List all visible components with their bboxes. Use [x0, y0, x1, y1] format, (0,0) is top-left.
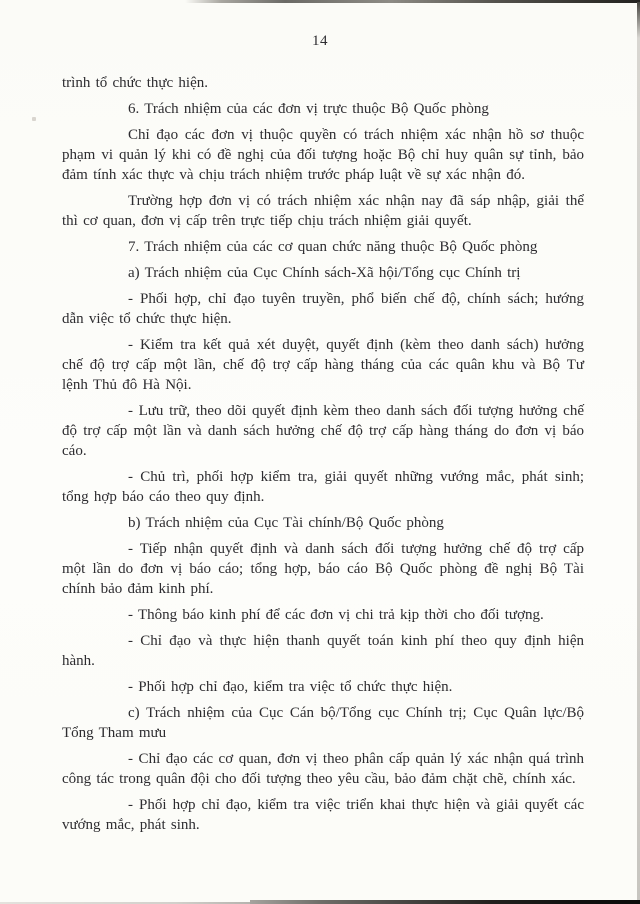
paragraph: - Tiếp nhận quyết định và danh sách đối tượng hưởng chế độ trợ cấp một lần do đơn vị báo cáo; tổng hợp, báo cáo Bộ Quốc phòng đề nghị Bộ Tài chính bảo đảm kinh phí.: [62, 541, 584, 597]
paragraph: c) Trách nhiệm của Cục Cán bộ/Tổng cục Chính trị; Cục Quân lực/Bộ Tổng Tham mưu: [62, 705, 584, 741]
paragraph: - Chủ trì, phối hợp kiểm tra, giải quyết những vướng mắc, phát sinh; tổng hợp báo cáo theo quy định.: [62, 469, 584, 505]
paragraph: 7. Trách nhiệm của các cơ quan chức năng thuộc Bộ Quốc phòng: [128, 239, 538, 255]
paragraph: b) Trách nhiệm của Cục Tài chính/Bộ Quốc phòng: [128, 515, 444, 531]
paragraph: - Phối hợp chỉ đạo, kiểm tra việc triển khai thực hiện và giải quyết các vướng mắc, phát sinh.: [62, 797, 584, 833]
paragraph: Trường hợp đơn vị có trách nhiệm xác nhận nay đã sáp nhập, giải thể thì cơ quan, đơn vị cấp trên trực tiếp chịu trách nhiệm giải quyết.: [62, 193, 584, 229]
scan-edge-bottom-artifact: [250, 900, 640, 904]
scan-speck: [32, 117, 36, 121]
document-body: [0, 51, 640, 835]
paragraph: 6. Trách nhiệm của các đơn vị trực thuộc Bộ Quốc phòng: [128, 101, 489, 117]
paragraph: - Phối hợp chỉ đạo, kiểm tra việc tổ chức thực hiện.: [128, 679, 453, 695]
paragraph: Chỉ đạo các đơn vị thuộc quyền có trách nhiệm xác nhận hồ sơ thuộc phạm vi quản lý khi có đề nghị của đối tượng hoặc Bộ chỉ huy quân sự tỉnh, bảo đảm tính xác thực và chịu trách nhiệm trước pháp luật về sự xác nhận đó.: [62, 127, 584, 183]
paragraph: - Thông báo kinh phí để các đơn vị chi trả kịp thời cho đối tượng.: [128, 607, 544, 623]
paragraph: - Chỉ đạo các cơ quan, đơn vị theo phân cấp quản lý xác nhận quá trình công tác trong quân đội cho đối tượng theo yêu cầu, bảo đảm chặt chẽ, chính xác.: [62, 751, 584, 787]
paragraph: - Phối hợp, chỉ đạo tuyên truyền, phổ biến chế độ, chính sách; hướng dẫn việc tổ chức thực hiện.: [62, 291, 584, 327]
paragraph: - Lưu trữ, theo dõi quyết định kèm theo danh sách đối tượng hưởng chế độ trợ cấp một lần và danh sách hưởng chế độ trợ cấp hàng tháng do đơn vị báo cáo.: [62, 403, 584, 459]
page-number: 14: [312, 33, 328, 49]
paragraph: - Chỉ đạo và thực hiện thanh quyết toán kinh phí theo quy định hiện hành.: [62, 633, 584, 669]
paragraph: - Kiểm tra kết quả xét duyệt, quyết định (kèm theo danh sách) hưởng chế độ trợ cấp một lần, chế độ trợ cấp hàng tháng của các quân khu và Bộ Tư lệnh Thủ đô Hà Nội.: [62, 337, 584, 393]
paragraph: trình tổ chức thực hiện.: [62, 75, 208, 91]
scan-edge-top-artifact: [185, 0, 640, 3]
paragraph: a) Trách nhiệm của Cục Chính sách-Xã hội/Tổng cục Chính trị: [128, 265, 521, 281]
